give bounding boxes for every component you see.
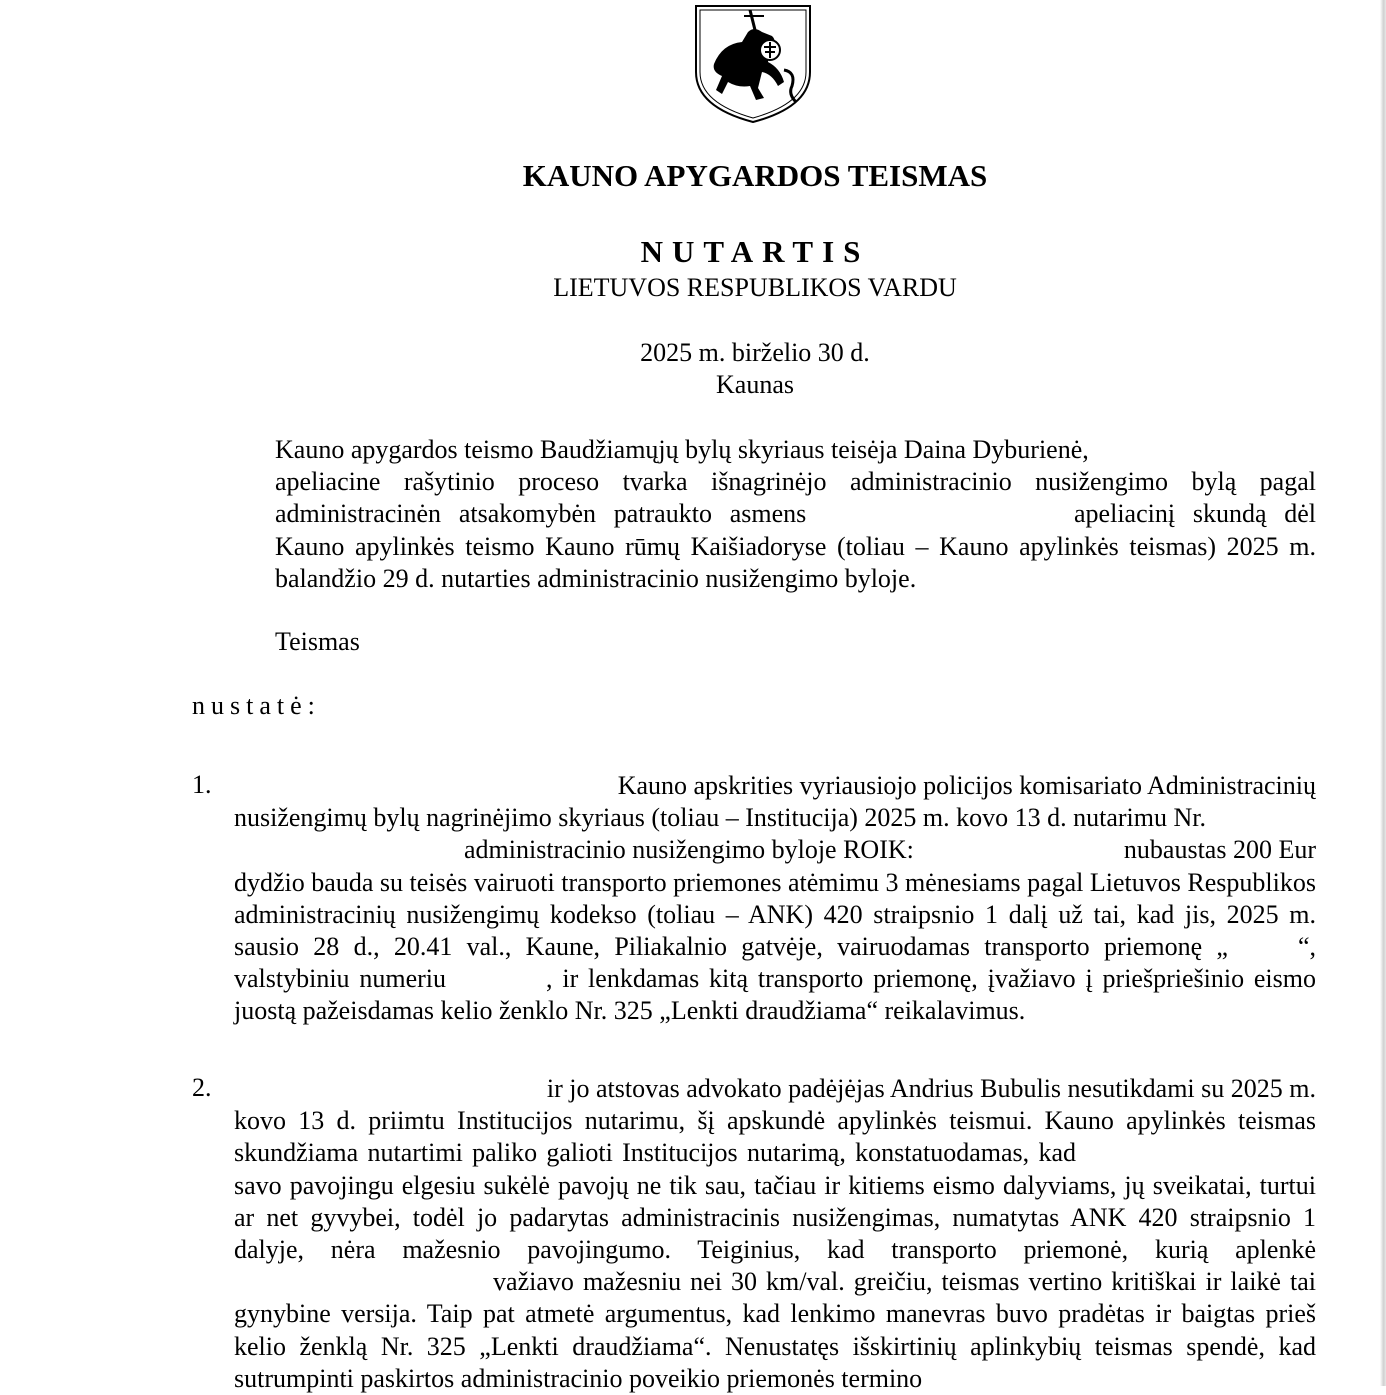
document-place: Kaunas: [716, 370, 794, 399]
item-1-body: dydžio bauda su teisės vairuoti transporto priemones atėmimu 3 mėnesiams pagal Lietuvos Respublikos administracinių nusižengimų kodekso (toliau – ANK) 420 straipsnio 1 dalį už tai, kad jis, 2025 m. sausio 28 d., 20.41 val., Kaune, Piliakalnio gatvėje, vairuodamas transporto priemonę „ “, valstybiniu numeriu , ir lenkdamas kitą transporto priemonę, įvažiavo į priešpriešinio eismo juostą pažeisdamas kelio ženklo Nr. 325 „Lenkti draudžiama“ reikalavimus.: [234, 867, 1316, 1026]
item-1-line-2: nusižengimų bylų nagrinėjimo skyriaus (toliau – Institucija) 2025 m. kovo 13 d. nutarimu Nr.: [234, 803, 1206, 833]
intro-body: apeliacine rašytinio proceso tvarka išnagrinėjo administracinio nusižengimo bylą pagal administracinėn atsakomybėn patraukto asmens apeliacinį skundą dėl Kauno apylinkės teismo Kauno rūmų Kaišiadoryse (toliau – Kauno apylinkės teismas) 2025 m. balandžio 29 d. nutarties administracinio nusižengimo byloje.: [275, 467, 1317, 593]
item-1-line-1: Kauno apskrities vyriausiojo policijos komisariato Administracinių: [617, 771, 1316, 800]
vytis-coat-of-arms-icon: [692, 2, 814, 124]
established-heading: nustatė:: [192, 691, 321, 720]
item-2-body: kovo 13 d. priimtu Institucijos nutarimu, šį apskundė apylinkės teismui. Kauno apylinkės teismas skundžiama nutartimi paliko galioti Institucijos nutarimą, konstatuodamas, kad savo pavojingu elgesiu sukėlė pavojų ne tik sau, tačiau ir kitiems eismo dalyviams, jų sveikatai, turtui ar net gyvybei, todėl jo padarytas administracinis nusižengimas, numatytas ANK 420 straipsnio 1 dalyje, nėra mažesnio pavojingumo. Teiginius, kad transporto priemonė, kurią aplenkė važiavo mažesniu nei 30 km/val. greičiu, teismas vertino kritiškai ir laikė tai gynybine versija. Taip pat atmetė argumentus, kad lenkimo manevras buvo pradėtas ir baigtas prieš kelio ženklą Nr. 325 „Lenkti draudžiama“. Nenustatęs išskirtinių aplinkybių teismas spendė, kad sutrumpinti paskirtos administracinio poveikio priemonės termino: [234, 1106, 1316, 1393]
intro-paragraph: [192, 434, 1316, 595]
document-subtitle: LIETUVOS RESPUBLIKOS VARDU: [553, 273, 957, 302]
item-number: 2.: [192, 1073, 212, 1102]
item-1-line-3: administracinio nusižengimo byloje ROIK: nubaustas 200 Eur: [464, 835, 1316, 865]
item-number: 1.: [192, 770, 212, 799]
court-name: KAUNO APYGARDOS TEISMAS: [522, 158, 988, 193]
judge-line: Kauno apygardos teismo Baudžiamųjų bylų skyriaus teisėja Daina Dyburienė,: [275, 435, 1089, 464]
court-word: Teismas: [275, 627, 360, 656]
item-paragraph-1: [234, 770, 1316, 1028]
document-type: NUTARTIS: [640, 234, 870, 269]
item-paragraph-2: [234, 1073, 1316, 1395]
item-2-line-1: ir jo atstovas advokato padėjėjas Andrius Bubulis nesutikdami su 2025 m.: [546, 1074, 1316, 1103]
document-date: 2025 m. birželio 30 d.: [640, 338, 870, 367]
page-edge-divider: [1380, 0, 1386, 1386]
